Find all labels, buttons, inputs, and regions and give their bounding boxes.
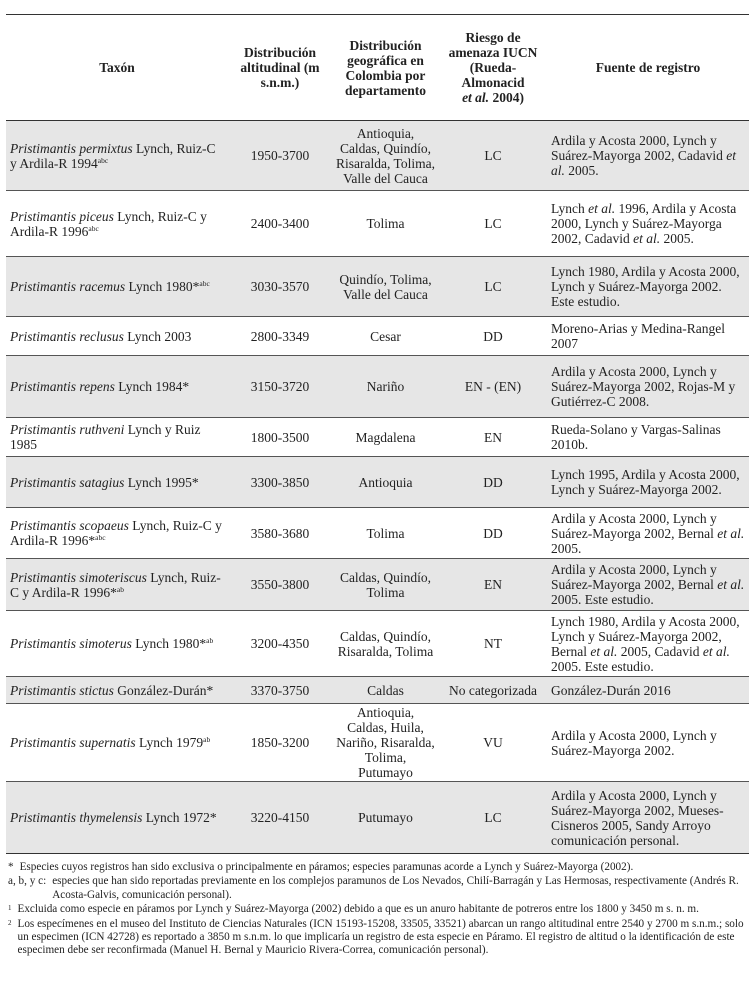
footnote-marks: abc — [97, 155, 109, 165]
table-row — [6, 121, 749, 191]
source-cell: Ardila y Acosta 2000, Lynch y Suárez-Mayorga 2002, Bernal et al. 2005. — [547, 508, 749, 559]
species-name: piceus — [79, 208, 114, 224]
species-name: permixtus — [79, 140, 133, 156]
risk-cell: DD — [439, 317, 547, 356]
table-header-row — [6, 15, 749, 121]
altitude-cell: 3580-3680 — [228, 508, 332, 559]
altitude-cell: 3030-3570 — [228, 257, 332, 317]
geo-cell: Caldas — [332, 677, 439, 704]
genus-name: Pristimantis — [10, 379, 77, 394]
taxon-cell — [6, 257, 228, 317]
authority: Lynch 2003 — [127, 328, 192, 344]
footnote-text: especies que han sido reportadas previamente en los complejos paramunos de Los Nevados, Chilí-Barragán y Las Hermosas, respectivamente (Andrés R. Acosta-Galvis, comunicación personal). — [52, 875, 739, 901]
species-name: satagius — [79, 474, 125, 490]
footnote-marks: ab — [116, 584, 124, 594]
source-cell: Ardila y Acosta 2000, Lynch y Suárez-Mayorga 2002, Mueses-Cisneros 2005, Sandy Arroyo comunicación personal. — [547, 782, 749, 854]
header-risk-year: 2004) — [492, 90, 524, 105]
authority: González-Durán* — [117, 682, 214, 698]
header-risk-etal: et al. — [462, 90, 490, 105]
geo-cell: Tolima — [332, 191, 439, 257]
taxon-cell — [6, 418, 228, 457]
taxon-cell — [6, 677, 228, 704]
table-row — [6, 559, 749, 611]
footnotes — [8, 861, 746, 959]
footnote-mark: * — [8, 861, 14, 873]
altitude-cell: 2800-3349 — [228, 317, 332, 356]
footnote-marks: abc — [88, 223, 99, 233]
genus-name: Pristimantis — [10, 682, 77, 698]
source-cell: Moreno-Arias y Medina-Rangel 2007 — [547, 317, 749, 356]
geo-cell: Magdalena — [332, 418, 439, 457]
genus-name: Pristimantis — [10, 636, 77, 651]
source-cell: Lynch et al. 1996, Ardila y Acosta 2000, Lynch y Suárez-Mayorga 2002, Cadavid et al. 2005. — [547, 191, 749, 257]
footnote-marks: ab — [206, 636, 214, 645]
genus-name: Pristimantis — [10, 518, 77, 533]
geo-cell: Nariño — [332, 356, 439, 418]
genus-name: Pristimantis — [10, 474, 77, 490]
footnote-marks: ab — [203, 735, 211, 744]
source-cell: Ardila y Acosta 2000, Lynch y Suárez-Mayorga 2002, Rojas-M y Gutiérrez-C 2008. — [547, 356, 749, 418]
genus-name: Pristimantis — [10, 279, 77, 294]
taxon-cell — [6, 704, 228, 782]
source-cell: Lynch 1995, Ardila y Acosta 2000, Lynch y Suárez-Mayorga 2002. — [547, 457, 749, 508]
header-taxon: Taxón — [99, 60, 135, 75]
table-row — [6, 418, 749, 457]
table-row — [6, 191, 749, 257]
table-row — [6, 782, 749, 854]
taxon-cell — [6, 356, 228, 418]
table-row — [6, 317, 749, 356]
footnote-mark: 1 — [8, 904, 12, 913]
altitude-cell: 3550-3800 — [228, 559, 332, 611]
risk-cell: NT — [439, 611, 547, 677]
table-row — [6, 457, 749, 508]
taxon-cell — [6, 508, 228, 559]
geo-cell: Tolima — [332, 508, 439, 559]
species-table — [6, 14, 749, 854]
authority: Lynch 1995* — [127, 474, 199, 490]
species-name: simoteriscus — [79, 569, 147, 585]
source-cell: Lynch 1980, Ardila y Acosta 2000, Lynch y Suárez-Mayorga 2002. Este estudio. — [547, 257, 749, 317]
geo-cell: Quindío, Tolima, Valle del Cauca — [332, 257, 439, 317]
species-name: supernatis — [79, 735, 136, 750]
header-altitude: Distribución altitudinal (m s.n.m.) — [240, 45, 320, 90]
header-source: Fuente de registro — [595, 60, 701, 75]
genus-name: Pristimantis — [10, 208, 77, 224]
footnote-mark: 2 — [8, 918, 12, 927]
authority: Lynch 1979 — [139, 735, 204, 750]
risk-cell: EN - (EN) — [439, 356, 547, 418]
altitude-cell: 1800-3500 — [228, 418, 332, 457]
genus-name: Pristimantis — [10, 140, 77, 156]
species-name: racemus — [79, 279, 126, 294]
source-cell: González-Durán 2016 — [547, 677, 749, 704]
altitude-cell: 2400-3400 — [228, 191, 332, 257]
table-row — [6, 257, 749, 317]
source-cell: Ardila y Acosta 2000, Lynch y Suárez-Mayorga 2002. — [547, 704, 749, 782]
species-name: simoterus — [79, 636, 132, 651]
authority: Lynch, Ruiz-C y Ardila-R 1996* — [10, 569, 221, 600]
genus-name: Pristimantis — [10, 328, 77, 344]
footnote-text: Los especímenes en el museo del Instituto de Ciencias Naturales (ICN 15193-15208, 33505, 33521) abarcan un rango altitudinal entre 2540 y 2700 m s.n.m.; solo un especimen (ICN 42728) es reportado a 3850 m s.n.m. lo que implicaría un registro de esta especie en Páramo. El registro de altitud o la identificación de este especimen debe ser reconfirmada (Manuel H. Bernal y Mauricio Rivera-Correa, comunicación personal). — [17, 917, 744, 957]
table-row — [6, 611, 749, 677]
table-row — [6, 704, 749, 782]
table-row — [6, 677, 749, 704]
risk-cell: VU — [439, 704, 547, 782]
footnote-text: Excluida como especie en páramos por Lynch y Suárez-Mayorga (2002) debido a que es un anuro habitante de potreros entre los 1800 y 3450 m s. n. m. — [17, 903, 699, 916]
species-name: reclusus — [79, 328, 124, 344]
footnote-marks: abc — [95, 533, 106, 542]
species-name: thymelensis — [79, 810, 143, 825]
geo-cell: Antioquia — [332, 457, 439, 508]
species-name: ruthveni — [79, 422, 125, 437]
geo-cell: Caldas, Quindío, Tolima — [332, 559, 439, 611]
authority: Lynch, Ruiz-C y Ardila-R 1996* — [10, 518, 222, 548]
source-cell: Ardila y Acosta 2000, Lynch y Suárez-Mayorga 2002, Bernal et al. 2005. Este estudio. — [547, 559, 749, 611]
taxon-cell — [6, 559, 228, 611]
risk-cell: EN — [439, 418, 547, 457]
table-body — [6, 121, 749, 854]
footnote-text: Especies cuyos registros han sido exclusiva o principalmente en páramos; especies paramunas acorde a Lynch y Suárez-Mayorga (2002). — [19, 861, 634, 873]
source-cell: Rueda-Solano y Vargas-Salinas 2010b. — [547, 418, 749, 457]
authority: Lynch 1984* — [118, 379, 190, 394]
source-cell: Lynch 1980, Ardila y Acosta 2000, Lynch y Suárez-Mayorga 2002, Bernal et al. 2005, Cadavid et al. 2005. Este estudio. — [547, 611, 749, 677]
altitude-cell: 3150-3720 — [228, 356, 332, 418]
altitude-cell: 1950-3700 — [228, 121, 332, 191]
footnote — [8, 903, 746, 916]
altitude-cell: 1850-3200 — [228, 704, 332, 782]
authority: Lynch y Ruiz 1985 — [10, 422, 201, 452]
genus-name: Pristimantis — [10, 810, 77, 825]
altitude-cell: 3200-4350 — [228, 611, 332, 677]
table-row — [6, 356, 749, 418]
risk-cell: DD — [439, 457, 547, 508]
taxon-cell — [6, 121, 228, 191]
risk-cell: LC — [439, 121, 547, 191]
altitude-cell: 3370-3750 — [228, 677, 332, 704]
footnote — [8, 918, 746, 958]
table-row — [6, 508, 749, 559]
altitude-cell: 3300-3850 — [228, 457, 332, 508]
risk-cell: EN — [439, 559, 547, 611]
authority: Lynch, Ruiz-C y Ardila-R 1994 — [10, 140, 216, 171]
authority: Lynch 1980* — [128, 279, 200, 294]
header-risk-text: Riesgo de amenaza IUCN (Rueda-Almonacid — [448, 30, 538, 90]
risk-cell: LC — [439, 257, 547, 317]
risk-cell: LC — [439, 191, 547, 257]
risk-cell: No categorizada — [439, 677, 547, 704]
taxon-cell — [6, 457, 228, 508]
genus-name: Pristimantis — [10, 569, 77, 585]
species-name: repens — [79, 379, 115, 394]
taxon-cell — [6, 782, 228, 854]
species-name: scopaeus — [79, 518, 129, 533]
geo-cell: Caldas, Quindío, Risaralda, Tolima — [332, 611, 439, 677]
header-geo: Distribución geográfica en Colombia por departamento — [345, 37, 426, 98]
authority: Lynch, Ruiz-C y Ardila-R 1996 — [10, 208, 207, 239]
taxon-cell — [6, 191, 228, 257]
header-risk — [439, 15, 547, 121]
genus-name: Pristimantis — [10, 735, 77, 750]
footnote — [8, 861, 746, 874]
geo-cell: Antioquia, Caldas, Quindío, Risaralda, Tolima, Valle del Cauca — [332, 121, 439, 191]
footnote-mark: a, b, y c: — [8, 875, 47, 888]
footnote — [8, 875, 746, 902]
taxon-cell — [6, 317, 228, 356]
source-cell: Ardila y Acosta 2000, Lynch y Suárez-Mayorga 2002, Cadavid et al. 2005. — [547, 121, 749, 191]
species-name: stictus — [79, 682, 114, 698]
footnote-marks: abc — [199, 279, 210, 288]
geo-cell: Cesar — [332, 317, 439, 356]
risk-cell: LC — [439, 782, 547, 854]
risk-cell: DD — [439, 508, 547, 559]
geo-cell: Antioquia, Caldas, Huila, Nariño, Risaralda, Tolima, Putumayo — [332, 704, 439, 782]
geo-cell: Putumayo — [332, 782, 439, 854]
authority: Lynch 1972* — [145, 810, 217, 825]
genus-name: Pristimantis — [10, 422, 77, 437]
altitude-cell: 3220-4150 — [228, 782, 332, 854]
taxon-cell — [6, 611, 228, 677]
authority: Lynch 1980* — [135, 636, 207, 651]
